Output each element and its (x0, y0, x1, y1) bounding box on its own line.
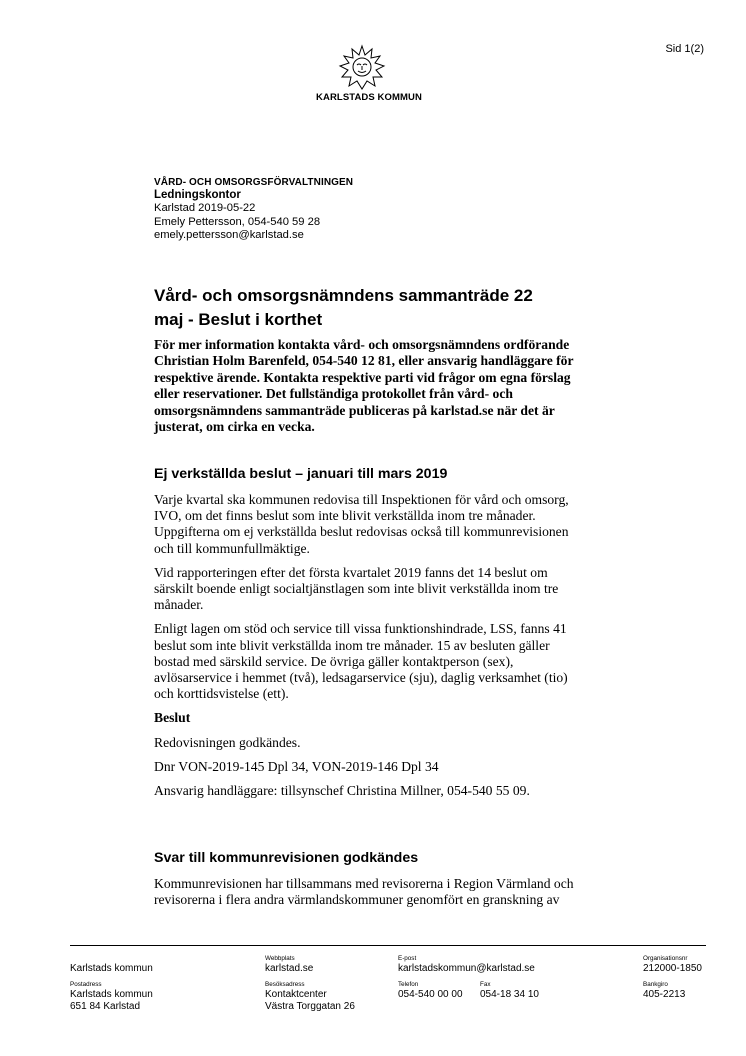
footer-phone: 054-540 00 00 (398, 989, 463, 1000)
place-date: Karlstad 2019-05-22 (154, 202, 256, 215)
responsible-officer: Ansvarig handläggare: tillsynschef Christina Millner, 054-540 55 09. (154, 783, 530, 799)
footer-orgnr-label: Organisationsnr (643, 955, 688, 962)
contact-person: Emely Pettersson, 054-540 59 28 (154, 215, 321, 228)
intro-paragraph (154, 337, 634, 435)
paragraph-line: revisorerna i flera andra värmlandskommuner genomfört en granskning av (154, 892, 560, 908)
section-body-unexecuted-decisions (154, 492, 634, 807)
footer-bankgiro-label: Bankgiro (643, 981, 668, 988)
paragraph-line: särskilt boende enligt socialtjänstlagen som inte blivit verkställda inom tre (154, 581, 559, 597)
sun-face-icon (336, 44, 388, 92)
document-title (154, 284, 634, 332)
footer-email-label: E-post (398, 955, 417, 962)
page-number: Sid 1(2) (665, 43, 704, 55)
footer-visit-line: Kontaktcenter (265, 989, 327, 1000)
footer-fax: 054-18 34 10 (480, 989, 539, 1000)
footer-postal-line: Karlstads kommun (70, 989, 153, 1000)
paragraph (154, 492, 634, 557)
section-body-audit-response (154, 876, 634, 908)
footer-email-link[interactable]: karlstadskommun@karlstad.se (398, 963, 535, 974)
paragraph-line: bostad med särskild service. De övriga gäller kontaktperson (sex), (154, 653, 514, 669)
paragraph-line: och korttidsvistelse (ett). (154, 686, 289, 702)
footer-bankgiro: 405-2213 (643, 989, 686, 1000)
footer-orgnr: 212000-1850 (643, 963, 702, 974)
section-heading-unexecuted-decisions: Ej verkställda beslut – januari till mars 2019 (154, 466, 448, 482)
footer-website-label: Webbplats (265, 955, 295, 962)
paragraph-line: Enligt lagen om stöd och service till vissa funktionshindrade, LSS, fanns 41 (154, 621, 567, 637)
decision-label: Beslut (154, 710, 191, 726)
footer-website-link[interactable]: karlstad.se (265, 963, 314, 974)
reference-number: Dnr VON-2019-145 Dpl 34, VON-2019-146 Dpl 34 (154, 758, 439, 774)
organisation-name: KARLSTADS KOMMUN (316, 92, 422, 103)
intro-line: För mer information kontakta vård- och omsorgsnämndens ordförande (154, 337, 570, 352)
decision-text: Redovisningen godkändes. (154, 734, 301, 750)
footer-postal-label: Postadress (70, 981, 102, 988)
paragraph-line: IVO, om det finns beslut som inte blivit verkställda inom tre månader. (154, 508, 536, 524)
footer-visit-label: Besöksadress (265, 981, 305, 988)
paragraph (154, 621, 634, 702)
intro-line: respektive ärende. Kontakta respektive parti vid frågor om egna förslag (154, 369, 571, 385)
footer-visit-line: Västra Torggatan 26 (265, 1001, 355, 1012)
intro-line: eller reservationer. Det fullständiga protokollet från vård- och (154, 386, 513, 402)
paragraph-line: beslut som inte blivit verkställda inom tre månader. 15 av besluten gäller (154, 637, 550, 653)
contact-email[interactable]: emely.pettersson@karlstad.se (154, 228, 304, 241)
footer-phone-label: Telefon (398, 981, 419, 988)
paragraph-line: månader. (154, 597, 204, 613)
paragraph-line: Kommunrevisionen har tillsammans med revisorerna i Region Värmland och (154, 876, 574, 891)
footer-postal-line: 651 84 Karlstad (70, 1001, 141, 1012)
intro-line: justerat, om cirka en vecka. (154, 419, 315, 435)
paragraph (154, 565, 634, 614)
paragraph-line: avlösarservice i hemmet (två), ledsagarservice (sju), daglig verksamhet (tio) (154, 670, 568, 686)
footer-fax-label: Fax (480, 981, 491, 988)
sender-block (154, 176, 353, 242)
intro-line: omsorgsnämndens sammanträde publiceras på karlstad.se när det är (154, 402, 555, 418)
title-line: maj - Beslut i korthet (154, 310, 323, 329)
paragraph-line: Vid rapporteringen efter det första kvartalet 2019 fanns det 14 beslut om (154, 564, 548, 580)
section-heading-audit-response: Svar till kommunrevisionen godkändes (154, 850, 419, 866)
title-line: Vård- och omsorgsnämndens sammanträde 22 (154, 286, 533, 305)
intro-line: Christian Holm Barenfeld, 054-540 12 81, eller ansvarig handläggare för (154, 353, 574, 369)
footer-org-name: Karlstads kommun (70, 963, 153, 974)
paragraph-line: Varje kvartal ska kommunen redovisa till Inspektionen för vård och omsorg, (154, 492, 569, 507)
department-name: VÅRD- OCH OMSORGSFÖRVALTNINGEN (154, 177, 354, 188)
paragraph-line: Uppgifterna om ej verkställda beslut redovisas också till kommunrevisionen (154, 524, 569, 540)
paragraph-line: och till kommunfullmäktige. (154, 540, 310, 556)
footer-divider (70, 945, 706, 946)
office-name: Ledningskontor (154, 189, 241, 202)
